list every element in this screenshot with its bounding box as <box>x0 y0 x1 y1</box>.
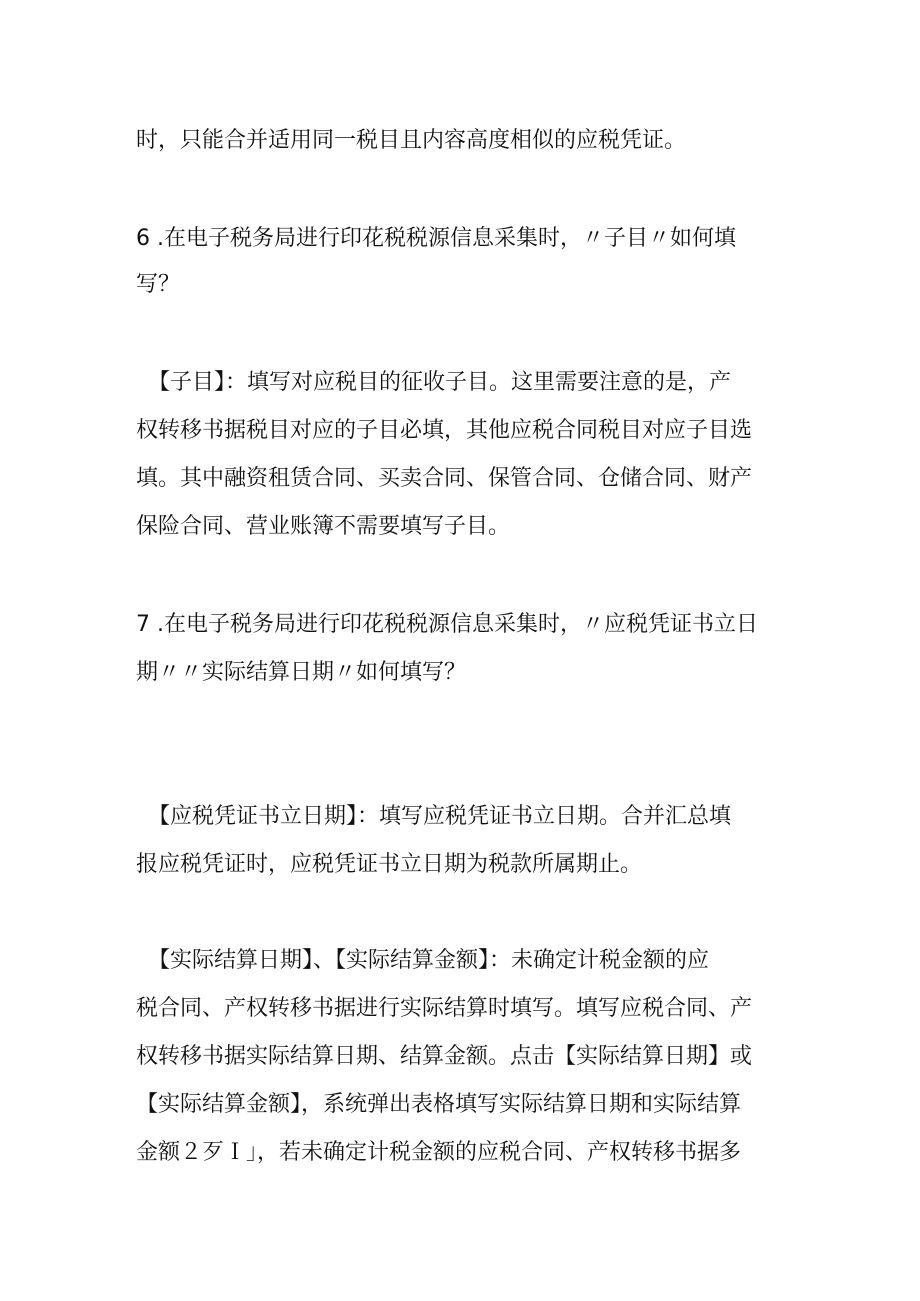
paragraph-line: 【实际结算金额】，系统弹出表格填写实际结算日期和实际结算 <box>136 1092 742 1117</box>
paragraph-line: 【应税凭证书立日期】：填写应税凭证书立日期。合并汇总填 <box>148 804 732 829</box>
question-heading-line: 6 .在电子税务局进行印花税税源信息采集时，〃子目〃如何填 <box>136 226 736 251</box>
paragraph-line: 【子目】：填写对应税目的征收子目。这里需要注意的是，产 <box>148 370 732 395</box>
paragraph-line: 权转移书据税目对应的子目必填，其他应税合同税目对应子目选 <box>136 418 753 443</box>
paragraph-line: 金额２歹Ｉ」，若未确定计税金额的应税合同、产权转移书据多 <box>136 1140 742 1165</box>
paragraph-line: 填。其中融资租赁合同、买卖合同、保管合同、仓储合同、财产 <box>136 466 753 491</box>
question-heading-line: 7 .在电子税务局进行印花税税源信息采集时，〃应税凭证书立日 <box>136 612 758 637</box>
paragraph-line: 税合同、产权转移书据进行实际结算时填写。填写应税合同、产 <box>136 996 753 1021</box>
question-heading-line: 期〃〃实际结算日期〃如何填写？ <box>136 660 467 685</box>
paragraph-line: 保险合同、营业账簿不需要填写子目。 <box>136 514 511 539</box>
question-heading-line: 写？ <box>136 272 181 297</box>
paragraph-line: 权转移书据实际结算日期、结算金额。点击【实际结算日期】或 <box>136 1044 753 1069</box>
paragraph-line: 报应税凭证时，应税凭证书立日期为税款所属期止。 <box>136 852 643 877</box>
paragraph-line: 时，只能合并适用同一税目且内容高度相似的应税凭证。 <box>136 128 687 153</box>
paragraph-line: 【实际结算日期】、【实际结算金额】：未确定计税金额的应 <box>148 948 710 973</box>
